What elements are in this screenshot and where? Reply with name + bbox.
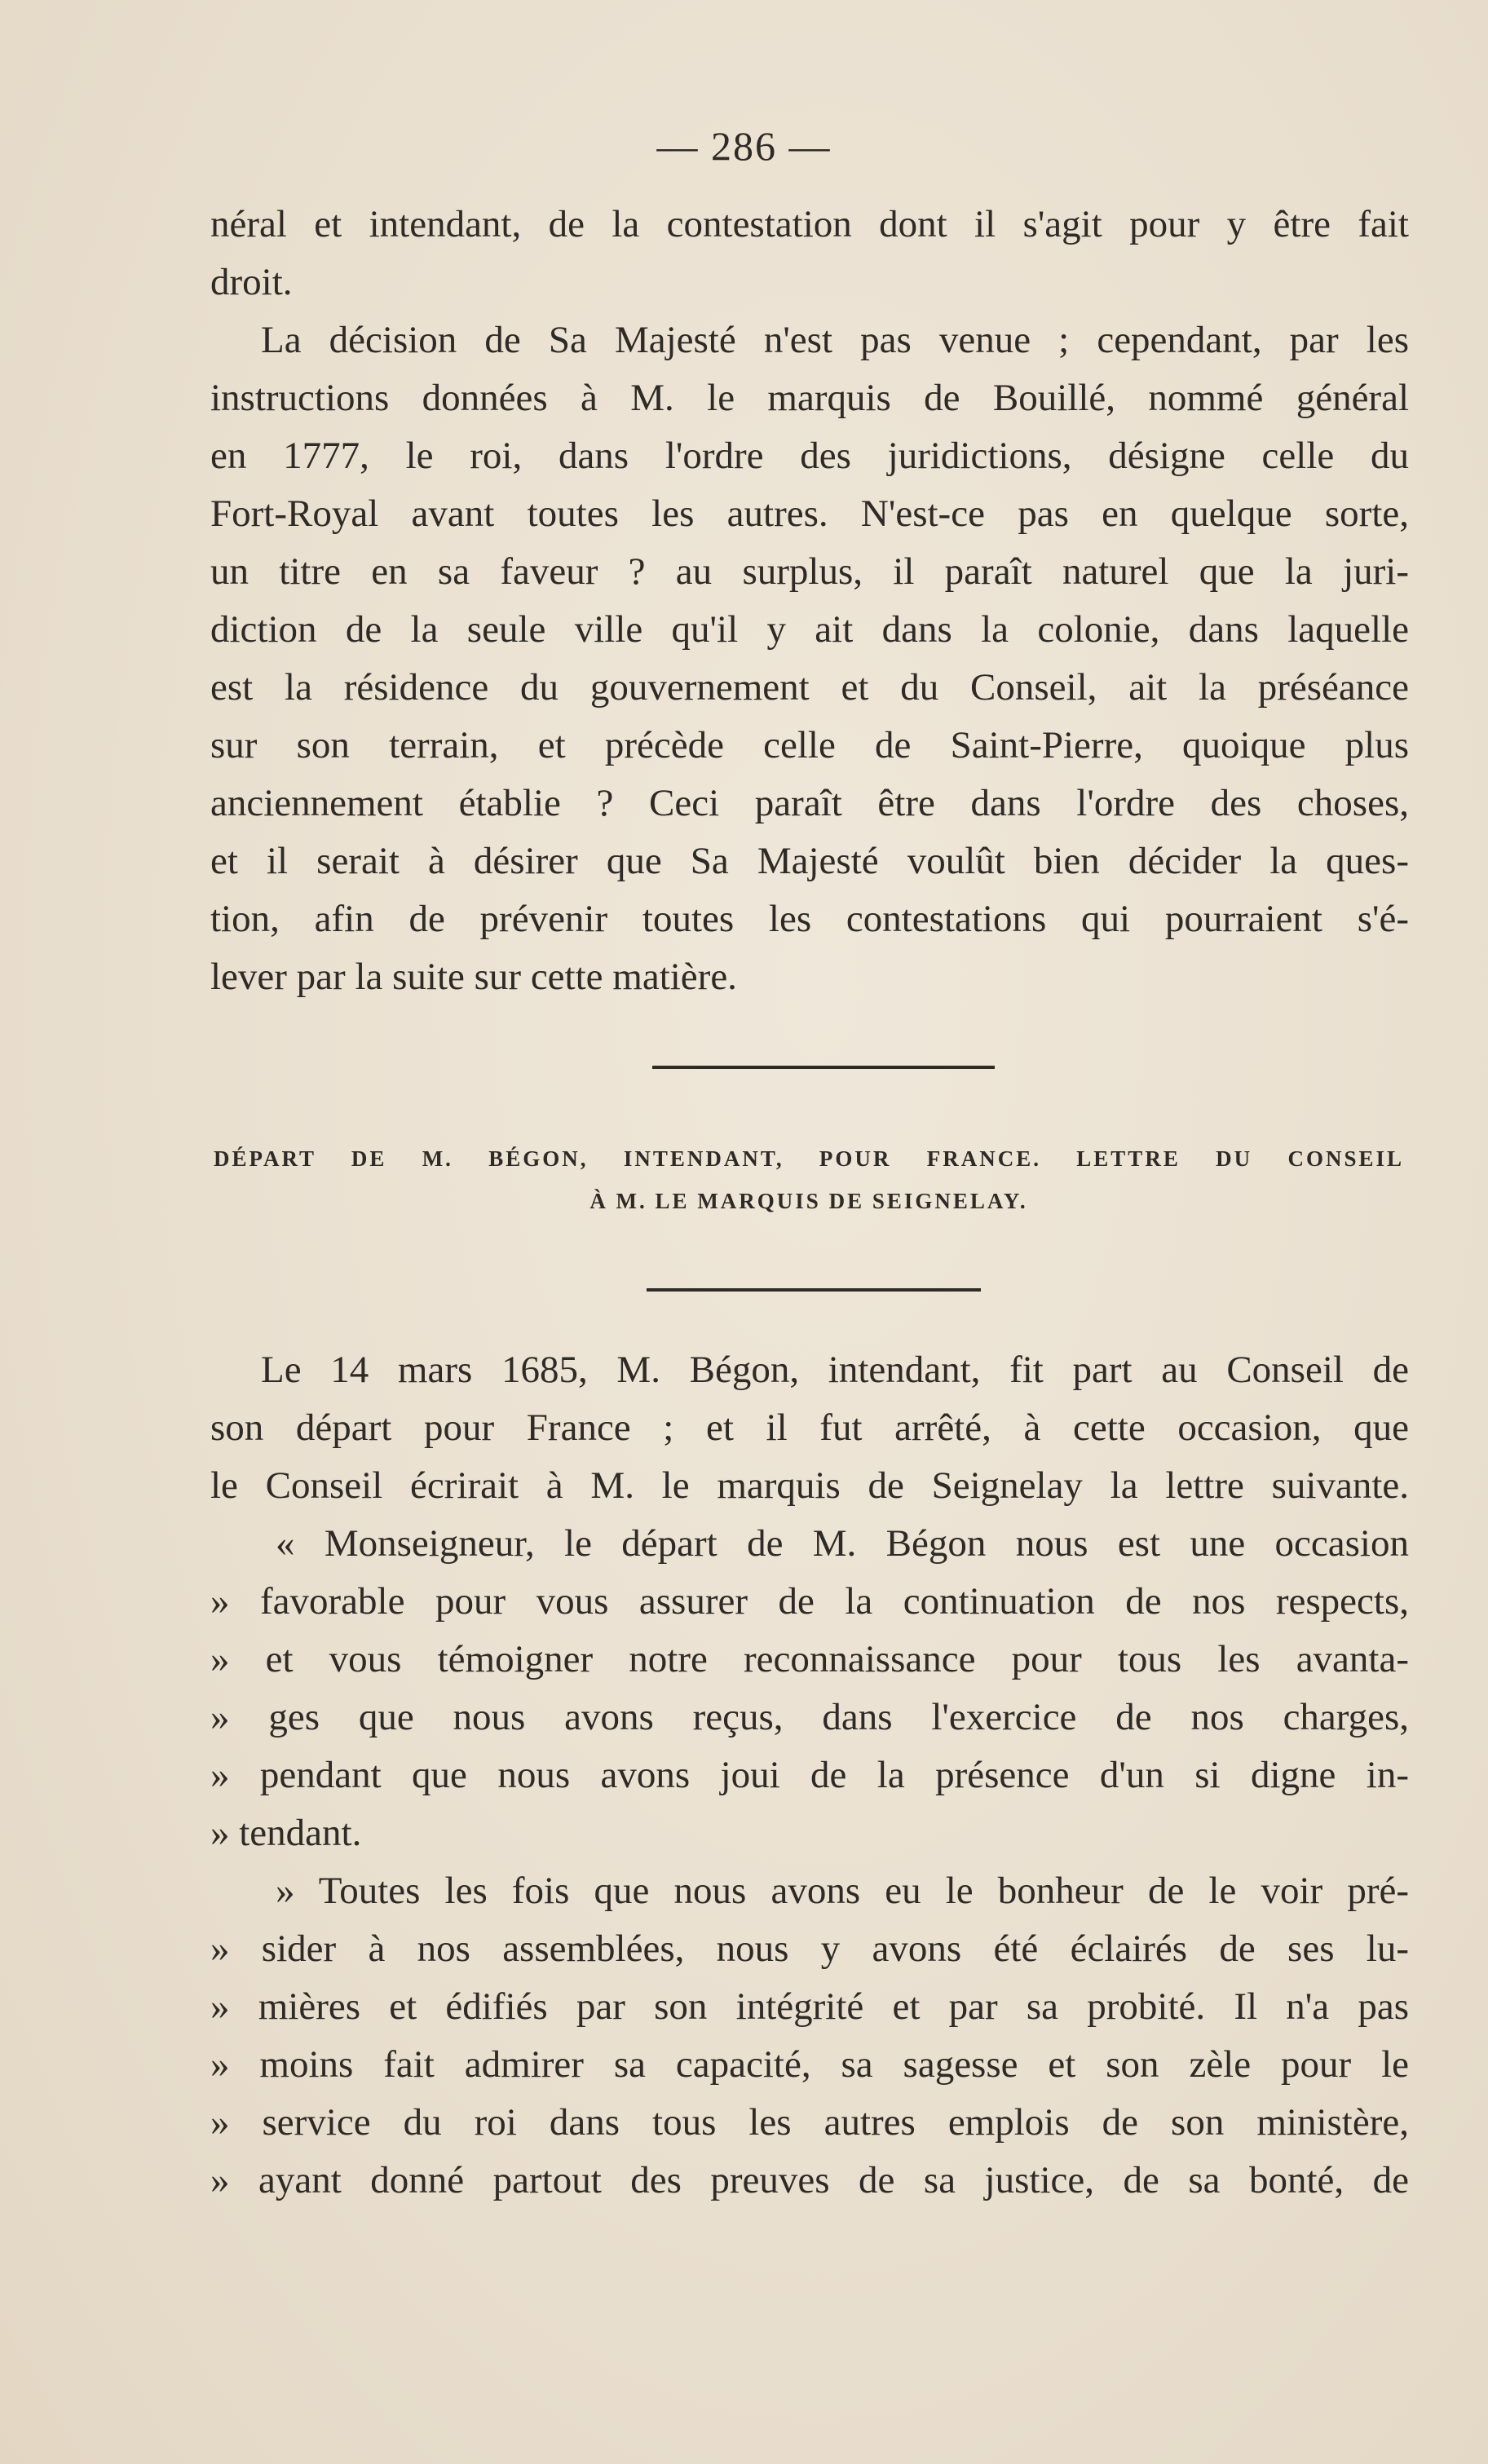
text-line: » moins fait admirer sa capacité, sa sagesse et son zèle pour le [210,2043,1409,2086]
text-line: Le 14 mars 1685, M. Bégon, intendant, fit part au Conseil de [261,1349,1409,1391]
paragraph-2 [210,1341,1409,2210]
text-line: sur son terrain, et précède celle de Saint-Pierre, quoique plus [210,724,1409,766]
section-rule-top [652,1066,995,1069]
text-line: son départ pour France ; et il fut arrêté, à cette occasion, que [210,1406,1409,1449]
text-line: « Monseigneur, le départ de M. Bégon nous est une occasion [276,1522,1409,1565]
text-line: et il serait à désirer que Sa Majesté voulût bien décider la ques- [210,840,1409,882]
text-line: diction de la seule ville qu'il y ait dans la colonie, dans laquelle [210,608,1409,651]
text-line: en 1777, le roi, dans l'ordre des juridictions, désigne celle du [210,435,1409,477]
text-line: instructions données à M. le marquis de Bouillé, nommé général [210,377,1409,419]
text-line: tion, afin de prévenir toutes les contestations qui pourraient s'é- [210,898,1409,940]
text-line: » sider à nos assemblées, nous y avons été éclairés de ses lu- [210,1927,1409,1970]
section-heading-line-2: À M. LE MARQUIS DE SEIGNELAY. [589,1189,1028,1213]
text-line: Fort-Royal avant toutes les autres. N'est-ce pas en quelque sorte, [210,492,1409,535]
text-line: » mières et édifiés par son intégrité et par sa probité. Il n'a pas [210,1985,1409,2028]
text-line: » Toutes les fois que nous avons eu le bonheur de le voir pré- [276,1870,1409,1912]
text-line: La décision de Sa Majesté n'est pas venue ; cependant, par les [261,319,1409,361]
section-heading [214,1137,1404,1222]
text-line: néral et intendant, de la contestation dont il s'agit pour y être fait [210,203,1409,245]
text-line: un titre en sa faveur ? au surplus, il paraît naturel que la juri- [210,550,1409,593]
text-line: » favorable pour vous assurer de la continuation de nos respects, [210,1580,1409,1623]
page-number: — 286 — [656,123,832,169]
text-line: » tendant. [210,1812,362,1854]
section-heading-line-1: DÉPART DE M. BÉGON, INTENDANT, POUR FRANCE. LETTRE DU CONSEIL [214,1146,1404,1171]
text-line: » ges que nous avons reçus, dans l'exercice de nos charges, [210,1696,1409,1738]
paragraph-1 [210,196,1409,1006]
text-line: anciennement établie ? Ceci paraît être dans l'ordre des choses, [210,782,1409,824]
text-line: » service du roi dans tous les autres emplois de son ministère, [210,2101,1409,2144]
text-line: est la résidence du gouvernement et du Conseil, ait la préséance [210,666,1409,709]
text-line: » ayant donné partout des preuves de sa justice, de sa bonté, de [210,2159,1409,2201]
text-line: lever par la suite sur cette matière. [210,956,737,998]
text-line: » et vous témoigner notre reconnaissance pour tous les avanta- [210,1638,1409,1680]
text-line: droit. [210,261,293,303]
section-rule-bottom [647,1288,981,1292]
text-line: » pendant que nous avons joui de la présence d'un si digne in- [210,1754,1409,1796]
text-line: le Conseil écrirait à M. le marquis de Seignelay la lettre suivante. [210,1464,1409,1507]
